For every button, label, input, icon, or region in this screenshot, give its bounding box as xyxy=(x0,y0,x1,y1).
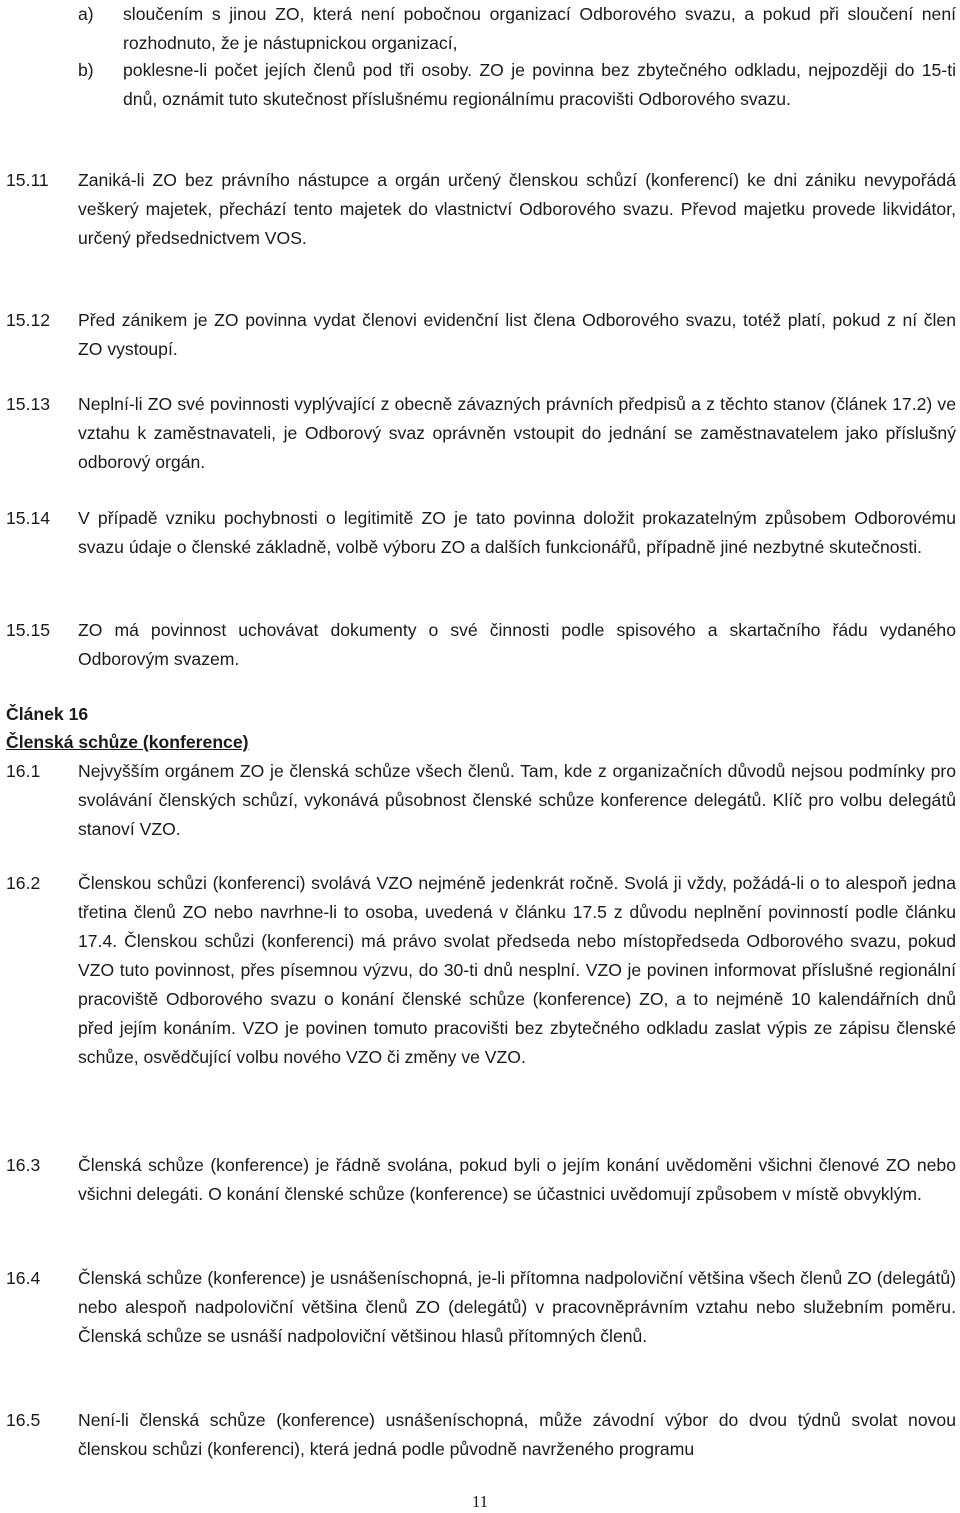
section-text: Nejvyšším orgánem ZO je členská schůze všech členů. Tam, kde z organizačních důvodů nejsou podmínky pro svolávání členských schůzí, vykonává působnost členské schůze konference delegátů. Klíč pro volbu delegátů stanoví VZO. xyxy=(78,761,956,839)
section-number: 15.14 xyxy=(6,508,51,528)
section-15-11 xyxy=(6,166,956,253)
section-number: 16.4 xyxy=(6,1268,41,1288)
section-number: 16.1 xyxy=(6,761,41,781)
page-number: 11 xyxy=(471,1492,489,1511)
list-item-text: poklesne-li počet jejích členů pod tři osoby. ZO je povinna bez zbytečného odkladu, nejpozději do 15-ti dnů, oznámit tuto skutečnost příslušnému regionálnímu pracovišti Odborového svazu. xyxy=(123,60,956,109)
list-item-label: b) xyxy=(78,60,94,80)
list-item-text: sloučením s jinou ZO, která není pobočnou organizací Odborového svazu, a pokud při sloučení není rozhodnuto, že je nástupnickou organizací, xyxy=(123,4,956,53)
section-text: Není-li členská schůze (konference) usnášeníschopná, může závodní výbor do dvou týdnů svolat novou členskou schůzi (konferenci), která jedná podle původně navrženého programu xyxy=(78,1410,956,1459)
section-text: Členskou schůzi (konferenci) svolává VZO nejméně jedenkrát ročně. Svolá ji vždy, požádá-li o to alespoň jedna třetina členů ZO nebo navrhne-li to osoba, uvedená v článku 17.5 z důvodu neplnění povinností podle článku 17.4. Členskou schůzi (konferenci) má právo svolat předseda nebo místopředseda Odborového svazu, pokud VZO tuto povinnost, přes písemnou výzvu, do 30-ti dnů nesplní. VZO je povinen informovat příslušné regionální pracoviště Odborového svazu o konání členské schůze (konference) ZO, a to nejméně 10 kalendářních dnů před jejím konáním. VZO je povinen tomuto pracovišti bez zbytečného odkladu zaslat výpis ze zápisu členské schůze, osvědčující volbu nového VZO či změny ve VZO. xyxy=(78,873,956,1067)
section-16-4 xyxy=(6,1264,956,1351)
section-text: Členská schůze (konference) je řádně svolána, pokud byli o jejím konání uvědoměni všichni členové ZO nebo všichni delegáti. O konání členské schůze (konference) se účastnici uvědomují způsobem v místě obvyklým. xyxy=(78,1155,956,1204)
article-subtitle: Členská schůze (konference) xyxy=(6,732,249,752)
section-text: Neplní-li ZO své povinnosti vyplývající z obecně závazných právních předpisů a z těchto stanov (článek 17.2) ve vztahu k zaměstnavateli, je Odborový svaz oprávněn vstoupit do jednání se zaměstnavatelem jako příslušný odborový orgán. xyxy=(78,394,956,472)
section-number: 15.15 xyxy=(6,620,51,640)
section-15-14 xyxy=(6,504,956,562)
section-15-13 xyxy=(6,390,956,477)
section-number: 16.2 xyxy=(6,873,41,893)
section-16-2 xyxy=(6,869,956,1072)
list-item-label: a) xyxy=(78,4,94,24)
section-text: V případě vzniku pochybnosti o legitimitě ZO je tato povinna doložit prokazatelným způsobem Odborovému svazu údaje o členské základně, volbě výboru ZO a dalších funkcionářů, případně jiné nezbytné skutečnosti. xyxy=(78,508,956,557)
section-15-15 xyxy=(6,616,956,674)
section-16-1 xyxy=(6,757,956,844)
list-item-a xyxy=(78,0,956,58)
section-number: 15.11 xyxy=(6,170,49,190)
list-item-b xyxy=(78,56,956,114)
section-text: Zaniká-li ZO bez právního nástupce a orgán určený členskou schůzí (konferencí) ke dni zániku nevypořádá veškerý majetek, přechází tento majetek do vlastnictví Odborového svazu. Převod majetku provede likvidátor, určený předsednictvem VOS. xyxy=(78,170,956,248)
section-number: 15.12 xyxy=(6,310,51,330)
section-text: Členská schůze (konference) je usnášeníschopná, je-li přítomna nadpoloviční většina všech členů ZO (delegátů) nebo alespoň nadpoloviční většina členů ZO (delegátů) v pracovněprávním vztahu nebo služebním poměru. Členská schůze se usnáší nadpoloviční většinou hlasů přítomných členů. xyxy=(78,1268,956,1346)
section-15-12 xyxy=(6,306,956,364)
section-text: Před zánikem je ZO povinna vydat členovi evidenční list člena Odborového svazu, totéž platí, pokud z ní člen ZO vystoupí. xyxy=(78,310,956,359)
article-title: Článek 16 xyxy=(6,704,89,724)
section-number: 16.3 xyxy=(6,1155,41,1175)
section-text: ZO má povinnost uchovávat dokumenty o své činnosti podle spisového a skartačního řádu vydaného Odborovým svazem. xyxy=(78,620,956,669)
section-16-3 xyxy=(6,1151,956,1209)
section-16-5 xyxy=(6,1406,956,1464)
section-number: 15.13 xyxy=(6,394,51,414)
section-number: 16.5 xyxy=(6,1410,41,1430)
